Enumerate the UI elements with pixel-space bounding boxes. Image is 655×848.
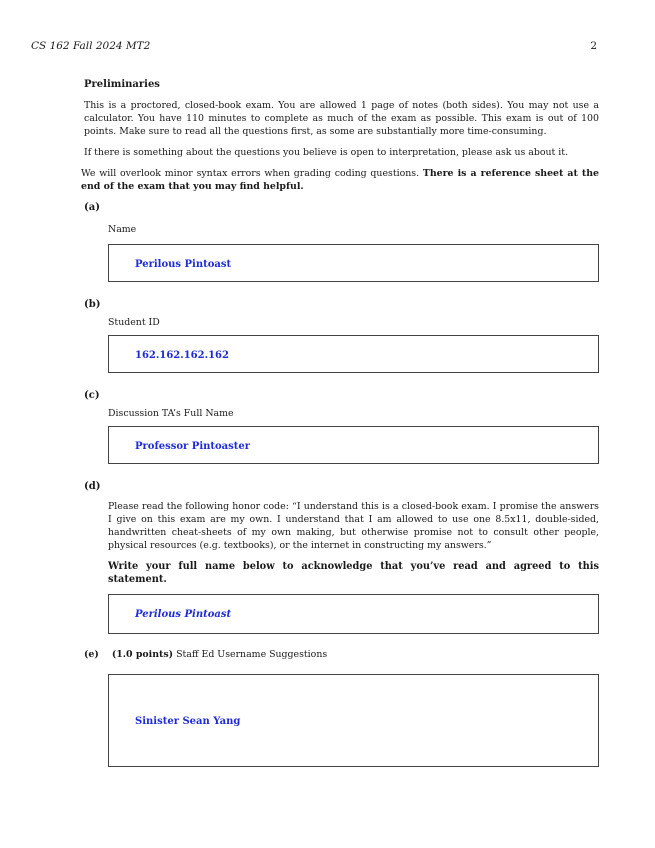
student-id-label: Student ID [108, 317, 160, 328]
question-a [108, 223, 599, 282]
course-title: CS 162 Fall 2024 MT2 [31, 40, 151, 52]
username-suggestion-answer: Sinister Sean Yang [135, 716, 241, 727]
name-answer-box[interactable] [108, 244, 599, 282]
honor-code-text: Please read the following honor code: “I understand this is a closed-book exam. I promise the answers I give on this exam are my own. I understand that I am allowed to use one 8.5x11, double-sided, handwritten cheat-sheets of my own making, but otherwise promise not to consult other people, physical resources (e.g. textbooks), or the internet in constructing my answers.” [108, 501, 599, 551]
page-number: 2 [590, 40, 597, 52]
ta-name-answer: Professor Pintoaster [135, 441, 251, 452]
question-e-points: (1.0 points) [111, 649, 174, 660]
ta-name-label: Discussion TA’s Full Name [108, 408, 234, 419]
question-a-label: (a) [84, 202, 100, 213]
name-answer: Perilous Pintoast [135, 259, 232, 270]
username-suggestion-box[interactable] [108, 674, 599, 767]
question-d [108, 500, 599, 634]
student-id-answer: 162.162.162.162 [135, 350, 229, 361]
page-header [31, 40, 597, 56]
question-c-label: (c) [84, 390, 100, 401]
honor-code-answer: Perilous Pintoast [135, 609, 232, 620]
exam-content [81, 78, 599, 767]
honor-code-instruction: Write your full name below to acknowledge that you’ve read and agreed to this statement. [108, 561, 599, 585]
syntax-paragraph [81, 167, 599, 193]
question-d-label: (d) [84, 481, 101, 492]
reference-sheet-note: There is a reference sheet at the end of the exam that you may find helpful. [81, 168, 599, 192]
instructions-paragraph: This is a proctored, closed-book exam. You are allowed 1 page of notes (both sides). You may not use a calculator. You have 110 minutes to complete as much of the exam as possible. This exam is out of 100 points. Make sure to read all the questions first, as some are substantially more time-consuming. [84, 100, 599, 137]
question-b-label: (b) [84, 299, 101, 310]
honor-code-answer-box[interactable] [108, 594, 599, 634]
question-b [108, 316, 599, 373]
question-e-prompt: Staff Ed Username Suggestions [176, 649, 328, 660]
name-label: Name [108, 224, 137, 235]
interpretation-paragraph: If there is something about the questions you believe is open to interpretation, please ask us about it. [84, 147, 569, 158]
preliminaries-heading: Preliminaries [84, 79, 160, 90]
question-c [108, 407, 599, 464]
question-e [108, 674, 599, 767]
question-e-label-row [84, 648, 599, 662]
student-id-answer-box[interactable] [108, 335, 599, 373]
question-e-label: (e) [84, 649, 99, 660]
ta-name-answer-box[interactable] [108, 426, 599, 464]
syntax-note: We will overlook minor syntax errors when grading coding questions. [81, 168, 423, 179]
